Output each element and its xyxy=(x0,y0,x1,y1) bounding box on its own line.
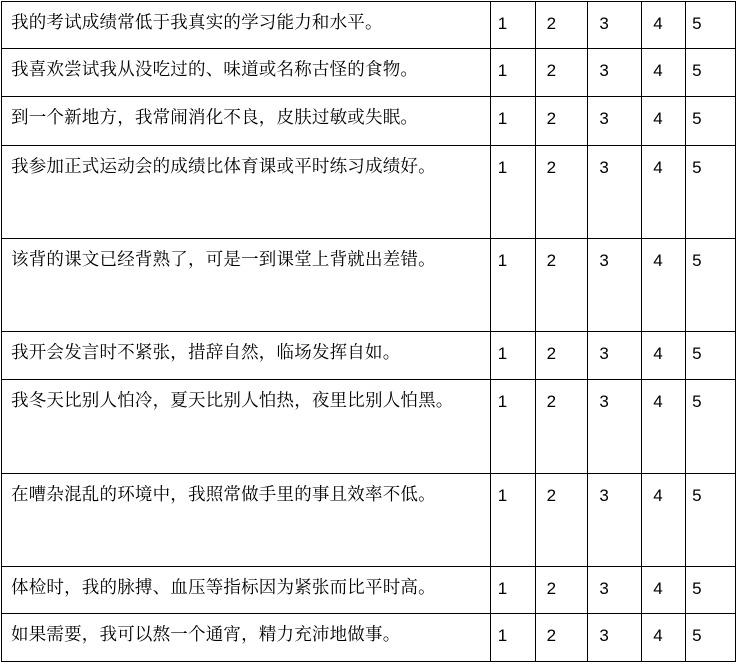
question-text: 我参加正式运动会的成绩比体育课或平时练习成绩好。 xyxy=(11,157,436,177)
option-1-cell[interactable]: 1 xyxy=(490,146,535,239)
table-row xyxy=(2,380,736,474)
option-2-cell[interactable]: 2 xyxy=(535,380,588,474)
option-2-cell[interactable]: 2 xyxy=(535,332,588,380)
option-2-cell[interactable]: 2 xyxy=(535,49,588,97)
option-4-cell[interactable]: 4 xyxy=(642,567,686,614)
table-row xyxy=(2,2,736,49)
question-cell xyxy=(2,332,491,380)
table-row xyxy=(2,614,736,662)
option-5-cell[interactable]: 5 xyxy=(686,474,736,567)
option-1-cell[interactable]: 1 xyxy=(490,97,535,146)
option-4-cell[interactable]: 4 xyxy=(642,239,686,332)
option-4-cell[interactable]: 4 xyxy=(642,49,686,97)
option-2-cell[interactable]: 2 xyxy=(535,567,588,614)
option-3-cell[interactable]: 3 xyxy=(588,474,642,567)
question-text: 该背的课文已经背熟了，可是一到课堂上背就出差错。 xyxy=(11,250,436,270)
survey-table xyxy=(1,1,736,662)
question-cell xyxy=(2,146,491,239)
table-row xyxy=(2,474,736,567)
option-3-cell[interactable]: 3 xyxy=(588,2,642,49)
option-5-cell[interactable]: 5 xyxy=(686,2,736,49)
option-1-cell[interactable]: 1 xyxy=(490,332,535,380)
question-text: 我冬天比别人怕冷，夏天比别人怕热，夜里比别人怕黑。 xyxy=(11,391,454,411)
option-3-cell[interactable]: 3 xyxy=(588,567,642,614)
question-cell xyxy=(2,97,491,146)
table-row xyxy=(2,239,736,332)
option-4-cell[interactable]: 4 xyxy=(642,146,686,239)
option-2-cell[interactable]: 2 xyxy=(535,2,588,49)
option-1-cell[interactable]: 1 xyxy=(490,614,535,662)
option-3-cell[interactable]: 3 xyxy=(588,380,642,474)
option-4-cell[interactable]: 4 xyxy=(642,332,686,380)
option-1-cell[interactable]: 1 xyxy=(490,49,535,97)
question-text: 我开会发言时不紧张，措辞自然，临场发挥自如。 xyxy=(11,343,401,363)
option-2-cell[interactable]: 2 xyxy=(535,474,588,567)
option-3-cell[interactable]: 3 xyxy=(588,614,642,662)
option-1-cell[interactable]: 1 xyxy=(490,380,535,474)
question-text: 我的考试成绩常低于我真实的学习能力和水平。 xyxy=(11,13,383,33)
option-2-cell[interactable]: 2 xyxy=(535,614,588,662)
question-cell xyxy=(2,614,491,662)
question-cell xyxy=(2,2,491,49)
question-text: 我喜欢尝试我从没吃过的、味道或名称古怪的食物。 xyxy=(11,60,419,80)
table-row xyxy=(2,97,736,146)
option-5-cell[interactable]: 5 xyxy=(686,146,736,239)
question-cell xyxy=(2,474,491,567)
table-row xyxy=(2,567,736,614)
question-cell xyxy=(2,380,491,474)
question-text: 体检时，我的脉搏、血压等指标因为紧张而比平时高。 xyxy=(11,578,436,598)
option-1-cell[interactable]: 1 xyxy=(490,567,535,614)
option-5-cell[interactable]: 5 xyxy=(686,239,736,332)
option-3-cell[interactable]: 3 xyxy=(588,332,642,380)
option-5-cell[interactable]: 5 xyxy=(686,567,736,614)
table-row xyxy=(2,49,736,97)
option-5-cell[interactable]: 5 xyxy=(686,332,736,380)
option-1-cell[interactable]: 1 xyxy=(490,2,535,49)
question-cell xyxy=(2,239,491,332)
option-3-cell[interactable]: 3 xyxy=(588,239,642,332)
option-5-cell[interactable]: 5 xyxy=(686,97,736,146)
option-3-cell[interactable]: 3 xyxy=(588,49,642,97)
question-text: 在嘈杂混乱的环境中，我照常做手里的事且效率不低。 xyxy=(11,485,436,505)
option-4-cell[interactable]: 4 xyxy=(642,2,686,49)
question-cell xyxy=(2,49,491,97)
option-1-cell[interactable]: 1 xyxy=(490,239,535,332)
option-2-cell[interactable]: 2 xyxy=(535,239,588,332)
table-row xyxy=(2,332,736,380)
option-3-cell[interactable]: 3 xyxy=(588,97,642,146)
option-3-cell[interactable]: 3 xyxy=(588,146,642,239)
question-text: 到一个新地方，我常闹消化不良，皮肤过敏或失眠。 xyxy=(11,108,419,128)
question-cell xyxy=(2,567,491,614)
question-text: 如果需要，我可以熬一个通宵，精力充沛地做事。 xyxy=(11,625,401,645)
option-5-cell[interactable]: 5 xyxy=(686,614,736,662)
option-5-cell[interactable]: 5 xyxy=(686,380,736,474)
option-4-cell[interactable]: 4 xyxy=(642,380,686,474)
option-2-cell[interactable]: 2 xyxy=(535,146,588,239)
option-2-cell[interactable]: 2 xyxy=(535,97,588,146)
option-4-cell[interactable]: 4 xyxy=(642,614,686,662)
option-4-cell[interactable]: 4 xyxy=(642,474,686,567)
option-5-cell[interactable]: 5 xyxy=(686,49,736,97)
option-1-cell[interactable]: 1 xyxy=(490,474,535,567)
option-4-cell[interactable]: 4 xyxy=(642,97,686,146)
table-row xyxy=(2,146,736,239)
